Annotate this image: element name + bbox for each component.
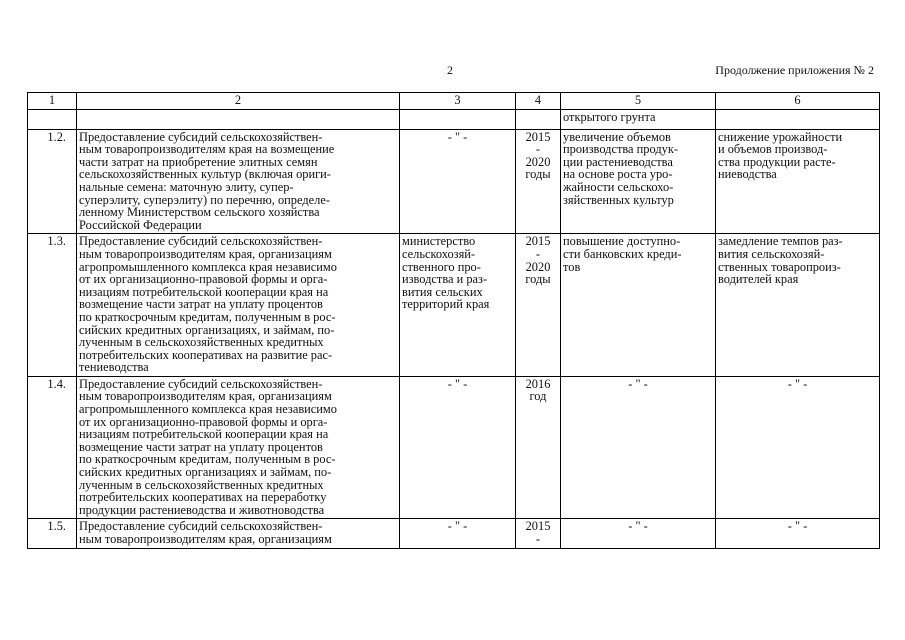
expected-result: - " - [561,376,716,519]
consequence: снижение урожайности и объемов производ- ства продукции расте- ниеводства [716,129,880,234]
column-number: 3 [400,93,516,110]
row-number: 1.3. [28,234,77,377]
measure-description: Предоставление субсидий сельскохозяйствен- ным товаропроизводителям края, организациям агропромышленного комплекса края независимо от их организационно-правовой формы и орга- низациям потребительской кооперации края на возмещение части затрат на уплату процентов по краткосрочным кредитам, полученным в рос- сийских кредитных организациях, и займам, по- лученным в сельскохозяйственных кредитных потребительских кооперативах на развитие рас- тениеводства [77,234,400,377]
executor: - " - [400,376,516,519]
consequence: замедление темпов раз- вития сельскохозяй- ственных товаропроиз- водителей края [716,234,880,377]
appendix-note: Продолжение приложения № 2 [715,63,874,77]
table-cell [28,109,77,129]
executor: министерство сельскохозяй- ственного про- изводства и раз- вития сельских территорий края [400,234,516,377]
period: 2015 - 2020 годы [516,129,561,234]
measure-description: Предоставление субсидий сельскохозяйствен- ным товаропроизводителям края на возмещение части затрат на приобретение элитных семян сельскохозяйственных культур (включая ориги- нальные семена: маточную элиту, супер- суперэлиту, суперэлиту) по перечню, определе- ленному Министерством сельского хозяйства Российской Федерации [77,129,400,234]
measure-description: Предоставление субсидий сельскохозяйствен- ным товаропроизводителям края, организациям [77,519,400,548]
consequence: - " - [716,376,880,519]
column-number-row [28,93,880,110]
table-row [28,129,880,234]
row-number: 1.5. [28,519,77,548]
column-number: 6 [716,93,880,110]
table-cell [77,109,400,129]
row-number: 1.4. [28,376,77,519]
table-row [28,519,880,548]
table-row [28,376,880,519]
measures-table [27,92,880,549]
table-cell: открытого грунта [561,109,716,129]
page-number: 2 [447,63,453,77]
column-number: 4 [516,93,561,110]
expected-result: увеличение объемов производства продук- ции растениеводства на основе роста уро- жайности сельскохо- зяйственных культур [561,129,716,234]
table-cell [516,109,561,129]
table-row [28,234,880,377]
expected-result: - " - [561,519,716,548]
executor: - " - [400,129,516,234]
expected-result: повышение доступно- сти банковских креди- тов [561,234,716,377]
table-cell [400,109,516,129]
table-cell [716,109,880,129]
period: 2015 - [516,519,561,548]
continuation-row [28,109,880,129]
consequence: - " - [716,519,880,548]
measure-description: Предоставление субсидий сельскохозяйствен- ным товаропроизводителям края, организациям агропромышленного комплекса края независимо от их организационно-правовой формы и орга- низациям потребительской кооперации края на возмещение части затрат на уплату процентов по краткосрочным кредитам, полученным в рос- сийских кредитных организациях и займам, по- лученным в сельскохозяйственных кредитных потребительских кооперативах на переработку продукции растениеводства и животноводства [77,376,400,519]
column-number: 1 [28,93,77,110]
row-number: 1.2. [28,129,77,234]
executor: - " - [400,519,516,548]
column-number: 2 [77,93,400,110]
period: 2015 - 2020 годы [516,234,561,377]
period: 2016 год [516,376,561,519]
column-number: 5 [561,93,716,110]
